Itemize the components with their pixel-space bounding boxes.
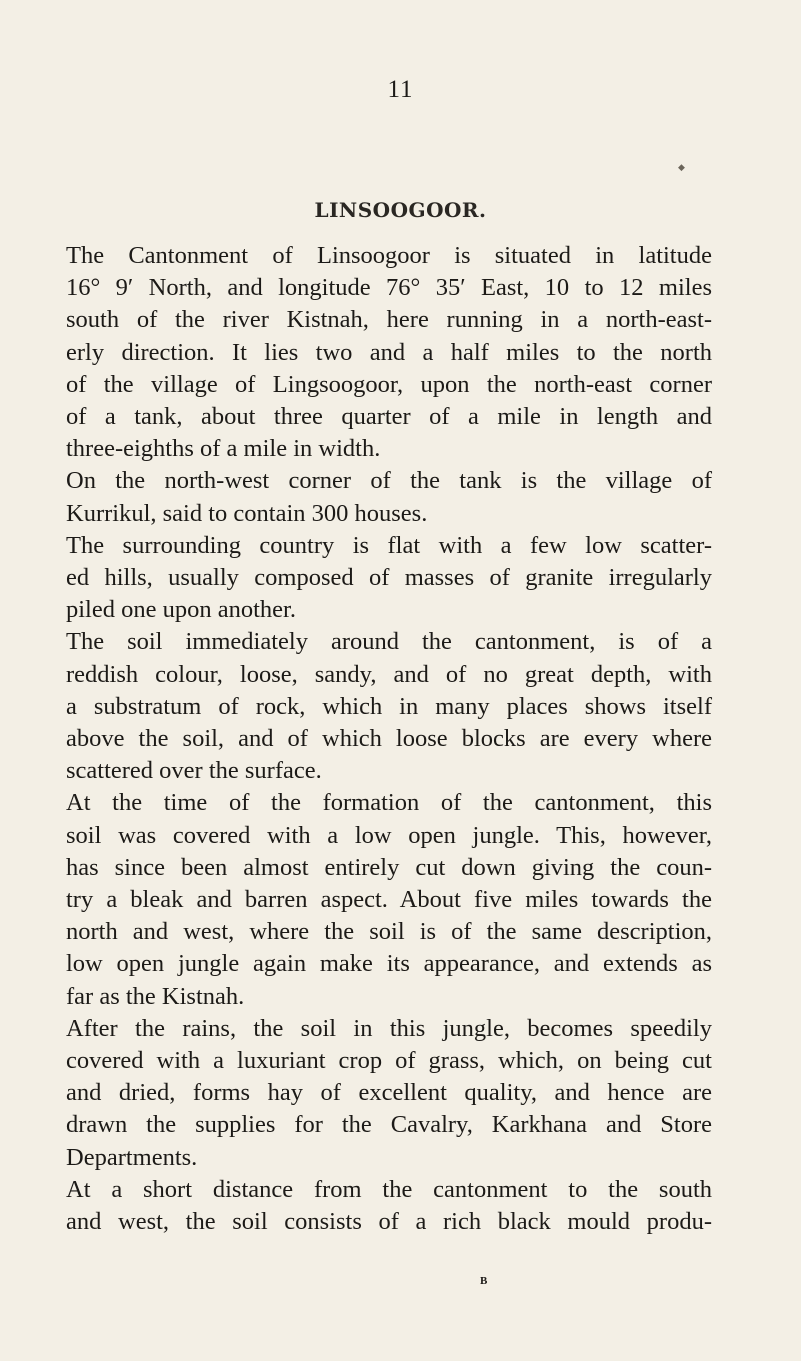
text-line: At the time of the formation of the cantonment, this: [66, 789, 712, 817]
text-line: a substratum of rock, which in many places shows itself: [66, 692, 712, 720]
text-line: above the soil, and of which loose blocks are every where: [66, 725, 712, 753]
text-line: of the village of Lingsoogoor, upon the north-east corner: [66, 370, 712, 398]
text-line: ed hills, usually composed of masses of granite irregularly: [66, 564, 712, 592]
text-line: north and west, where the soil is of the same description,: [66, 918, 712, 946]
text-line: After the rains, the soil in this jungle, becomes speedily: [66, 1014, 712, 1042]
text-line: 16° 9′ North, and longitude 76° 35′ East, 10 to 12 miles: [66, 274, 712, 302]
text-line: far as the Kistnah.: [66, 982, 245, 1010]
text-line: and dried, forms hay of excellent quality, and hence are: [66, 1079, 712, 1107]
text-line: scattered over the surface.: [66, 757, 322, 785]
text-line: piled one upon another.: [66, 596, 296, 624]
text-line: and west, the soil consists of a rich black mould produ-: [66, 1208, 712, 1236]
text-line: erly direction. It lies two and a half miles to the north: [66, 338, 712, 366]
text-line: covered with a luxuriant crop of grass, which, on being cut: [66, 1047, 712, 1075]
signature-mark: B: [480, 1275, 489, 1287]
text-line: reddish colour, loose, sandy, and of no great depth, with: [66, 660, 712, 688]
page-number: 11: [387, 76, 414, 103]
text-line: of a tank, about three quarter of a mile in length and: [66, 403, 712, 431]
text-line: The surrounding country is flat with a few low scatter-: [66, 531, 712, 559]
text-line: low open jungle again make its appearance, and extends as: [66, 950, 712, 978]
stray-mark: ◆: [678, 162, 685, 172]
text-line: soil was covered with a low open jungle. This, however,: [66, 821, 712, 849]
text-line: The Cantonment of Linsoogoor is situated in latitude: [66, 242, 712, 269]
text-line: drawn the supplies for the Cavalry, Karkhana and Store: [66, 1111, 712, 1139]
text-line: three-eighths of a mile in width.: [66, 435, 381, 463]
body-text: [66, 240, 712, 1238]
text-line: south of the river Kistnah, here running in a north-east-: [66, 306, 712, 334]
text-line: On the north-west corner of the tank is the village of: [66, 467, 712, 495]
text-line: At a short distance from the cantonment to the south: [66, 1175, 712, 1203]
text-line: try a bleak and barren aspect. About five miles towards the: [66, 886, 712, 914]
section-heading: LINSOOGOOR.: [314, 198, 487, 222]
text-line: Kurrikul, said to contain 300 houses.: [66, 499, 428, 527]
text-line: has since been almost entirely cut down giving the coun-: [66, 853, 712, 881]
text-line: Departments.: [66, 1143, 198, 1171]
text-line: The soil immediately around the cantonment, is of a: [66, 628, 712, 656]
